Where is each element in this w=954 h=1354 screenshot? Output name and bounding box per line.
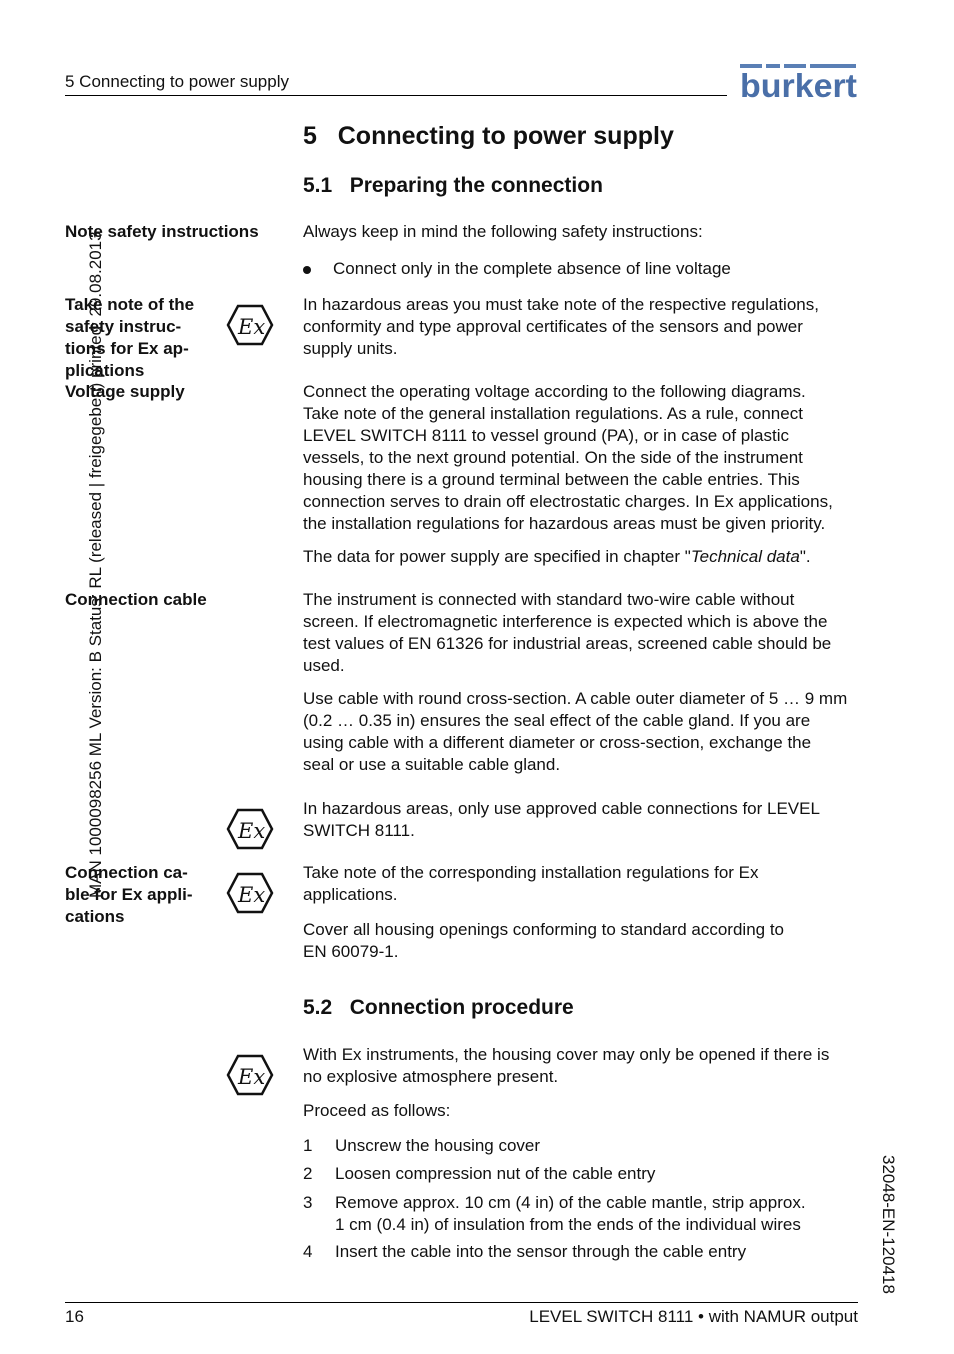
section-title-5-1: 5.1 Preparing the connection [303, 174, 603, 197]
brand-text: burkert [740, 67, 858, 100]
page-number: 16 [65, 1307, 84, 1326]
side-label-ex-safety: Take note of the safety instruc- tions for Ex ap- plications [65, 295, 195, 380]
cable-paragraph-1: The instrument is connected with standard two-wire cable without screen. If electromagnetic interference is expected which is above the test values of EN 61326 for industrial areas, screened cable should be used. [303, 590, 832, 675]
ex-protection-icon [226, 808, 274, 850]
document-code-vertical: 32048-EN-120418 [879, 1155, 898, 1294]
svg-text:Ex: Ex [238, 883, 266, 907]
running-header: 5 Connecting to power supply [65, 72, 289, 91]
side-label-cable-ex: Connection ca- ble for Ex appli- cations [65, 863, 193, 926]
list-item: 2 Loosen compression nut of the cable entry [303, 1164, 656, 1183]
open-cover-paragraph: With Ex instruments, the housing cover may only be opened if there is no explosive atmosphere present. [303, 1045, 830, 1086]
hazard-paragraph: In hazardous areas you must take note of the respective regulations, conformity and type approval certificates of the sensors and power supply units. [303, 295, 819, 358]
chapter-title: 5 Connecting to power supply [303, 122, 674, 150]
footer-rule [65, 1302, 858, 1303]
voltage-paragraph: Connect the operating voltage according to the following diagrams. Take note of the general installation regulations. As a rule, connect LEVEL SWITCH 8111 to vessel ground (PA), or in case of plastic vessels, to the next ground potential. On the side of the instrument housing there is a ground terminal between the cable entries. This connection serves to drain off electrostatic charges. In Ex applications, the installation regulations for hazardous areas must be given priority. [303, 382, 833, 533]
document-status-vertical: MAN 1000098256 ML Version: B Status: RL (released | freigegeben) printed: 29.08.2013 [86, 231, 105, 898]
ex-protection-icon [226, 872, 274, 914]
svg-text:Ex: Ex [238, 1065, 266, 1089]
list-item: 4 Insert the cable into the sensor through the cable entry [303, 1242, 747, 1261]
section-title-5-2: 5.2 Connection procedure [303, 996, 574, 1019]
proceed-text: Proceed as follows: [303, 1101, 451, 1120]
footer-product: LEVEL SWITCH 8111 • with NAMUR output [529, 1307, 858, 1326]
installation-ex-paragraph: Take note of the corresponding installation regulations for Ex applications. [303, 863, 759, 904]
header-rule [65, 95, 727, 96]
svg-text:Ex: Ex [238, 315, 266, 339]
list-item: 1 Unscrew the housing cover [303, 1136, 541, 1155]
technical-data-link-text: Technical data [690, 547, 800, 566]
cover-paragraph: Cover all housing openings conforming to standard according to EN 60079-1. [303, 920, 785, 961]
burkert-logo [740, 64, 858, 100]
side-label-connection-cable: Connection cable [65, 590, 207, 609]
cable-paragraph-2: Use cable with round cross-section. A cable outer diameter of 5 … 9 mm (0.2 … 0.35 in) ensures the seal effect of the cable gland. If you are using cable with a different diameter or cross-section, exchange the seal or use a suitable cable gland. [303, 689, 848, 774]
bullet-item: Connect only in the complete absence of line voltage [303, 258, 863, 280]
cable-ex-paragraph: In hazardous areas, only use approved cable connections for LEVEL SWITCH 8111. [303, 799, 820, 840]
technical-data-paragraph: The data for power supply are specified in chapter "Technical data". [303, 547, 811, 566]
svg-text:Ex: Ex [238, 819, 266, 843]
ex-protection-icon [226, 304, 274, 346]
side-label-note-safety: Note safety instructions [65, 222, 259, 241]
ex-protection-icon [226, 1054, 274, 1096]
list-item: 3 Remove approx. 10 cm (4 in) of the cable mantle, strip approx. 1 cm (0.4 in) of insulation from the ends of the individual wires [303, 1193, 806, 1234]
bullet-dot [303, 266, 311, 274]
side-label-voltage-supply: Voltage supply [65, 382, 185, 401]
safety-intro: Always keep in mind the following safety instructions: [303, 222, 703, 241]
